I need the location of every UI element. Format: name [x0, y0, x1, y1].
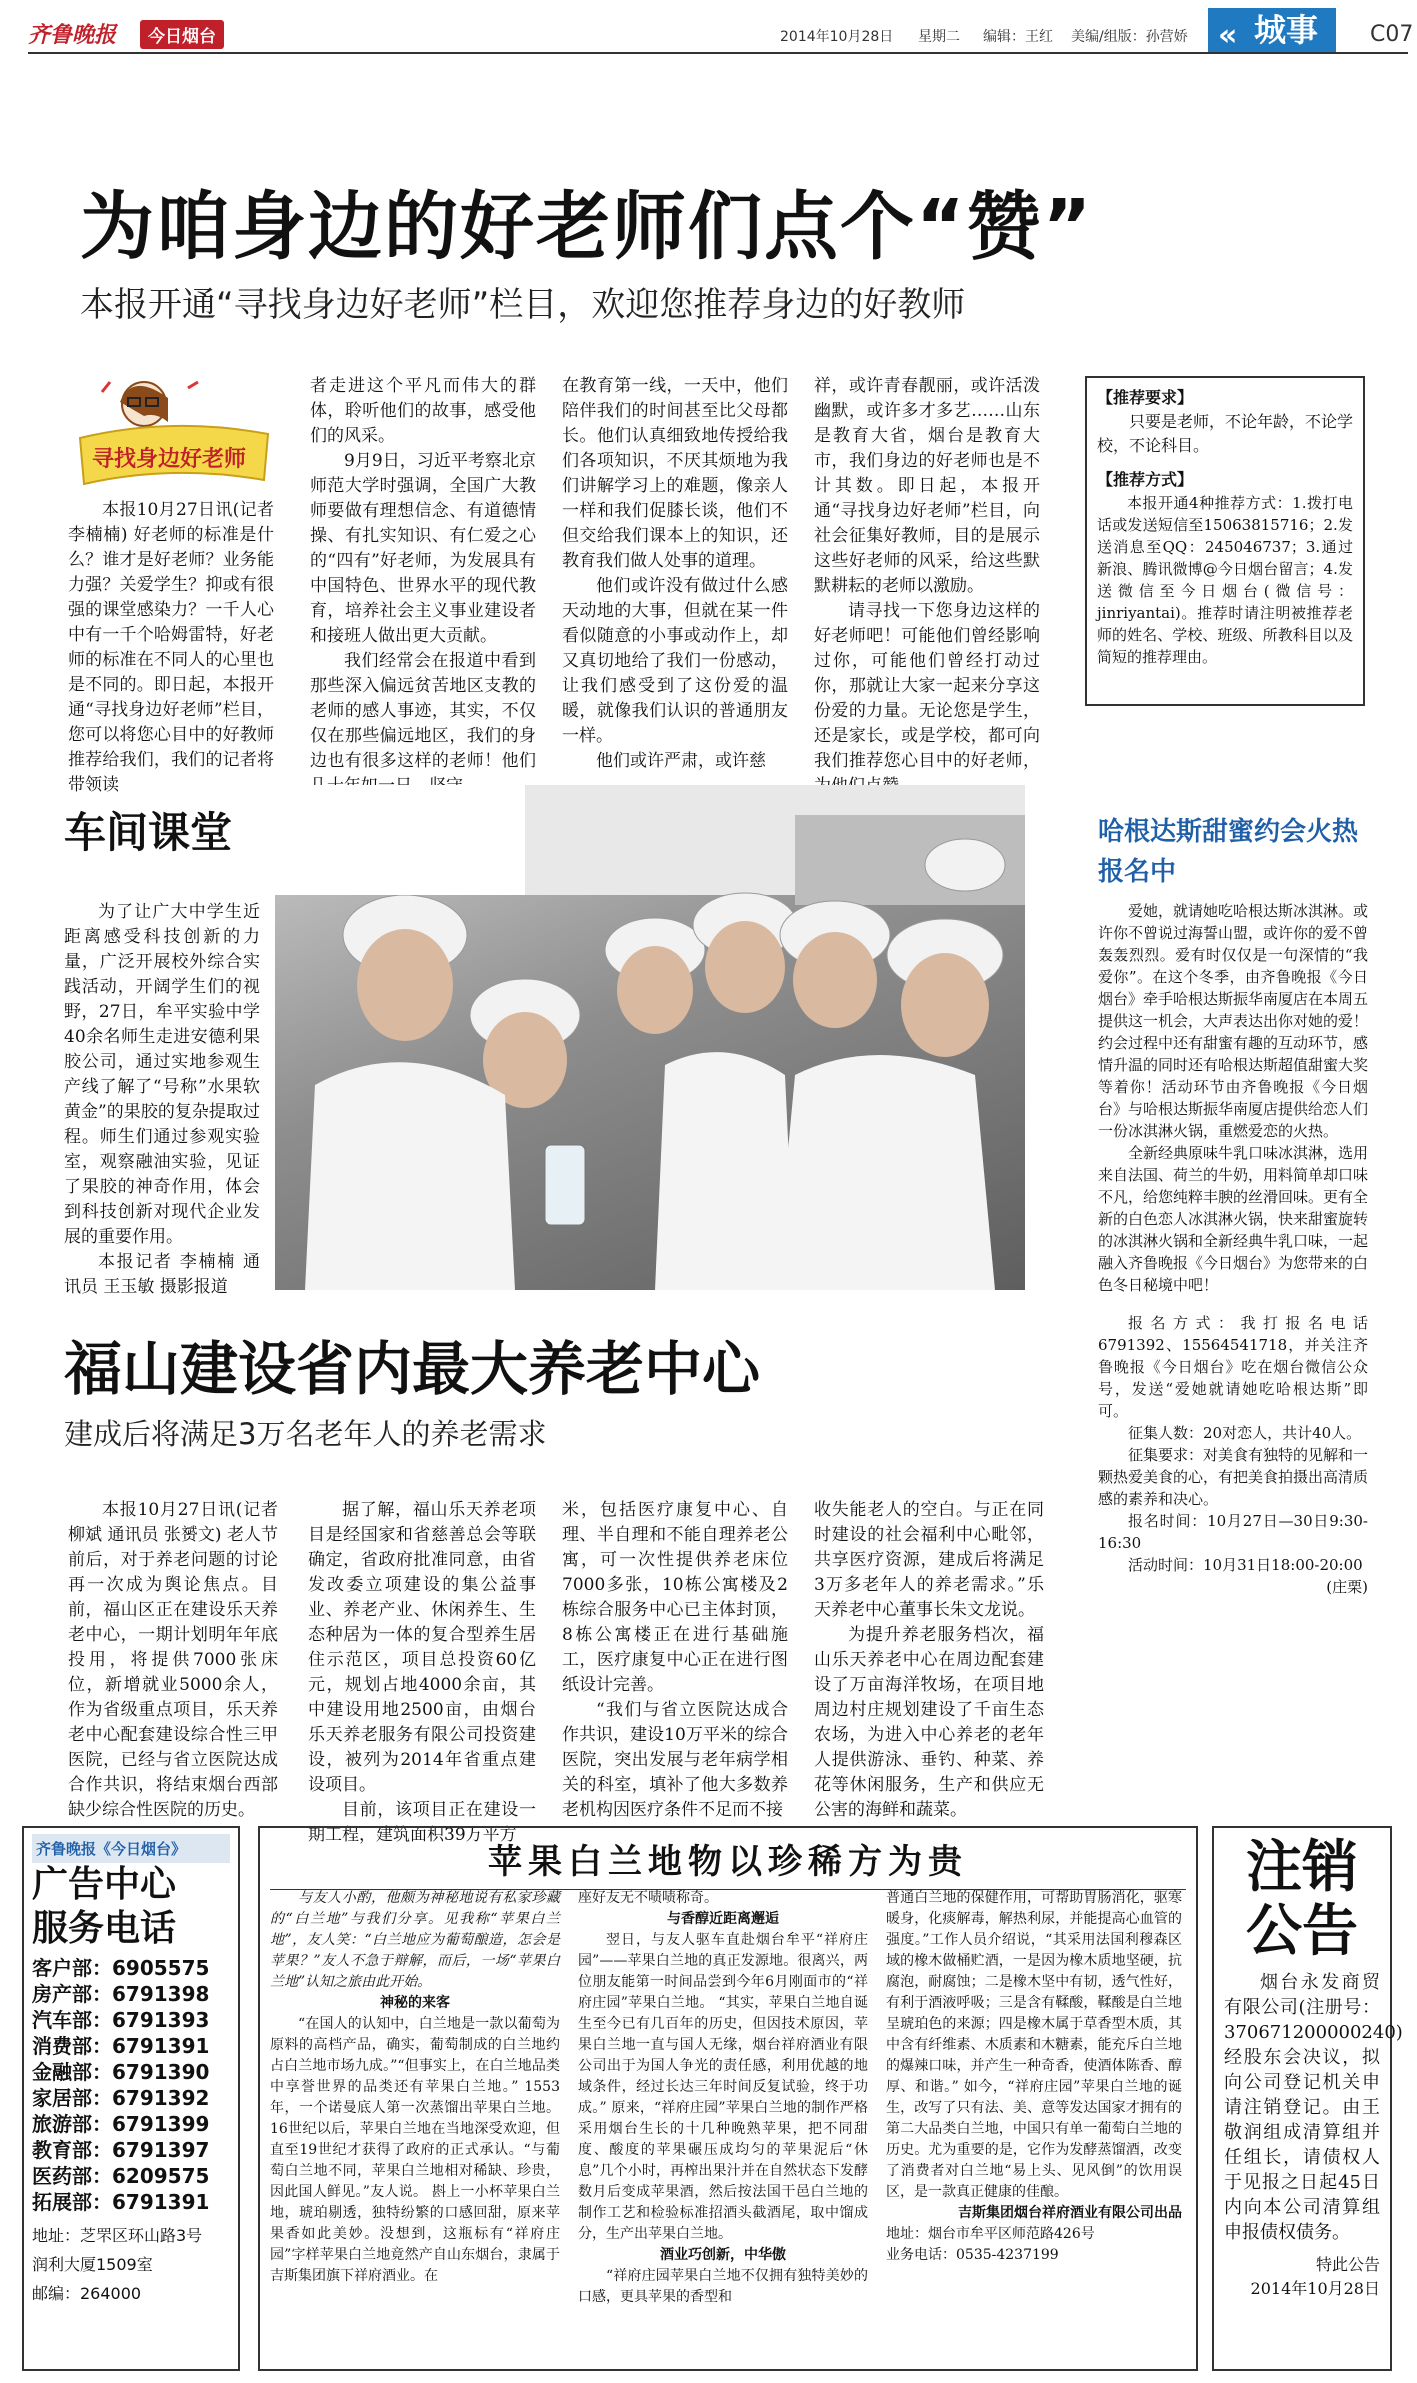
brandy-subhead: 酒业巧创新，中华傲: [660, 2247, 786, 2263]
brandy-ad: [258, 1826, 1198, 2371]
ad-separator: ：: [92, 2112, 112, 2136]
issue-date: 2014年10月28日: [780, 29, 894, 45]
ad-dept: 教育部: [32, 2138, 92, 2162]
paragraph: 报名时间：10月27日—30日9:30-16:30: [1098, 1512, 1368, 1552]
ad-separator: ：: [92, 1982, 112, 2006]
recommend-requirement: 只要是老师，不论年龄，不论学校，不论科目。: [1097, 412, 1354, 455]
section-tag: 今日烟台: [140, 20, 224, 49]
fushan-col-2: [308, 1498, 536, 1848]
paragraph: 为提升养老服务档次，福山乐天养老中心在周边配套建设了万亩海洋牧场，在项目地周边村庄规划建设了千亩生态农场，为进入中心养老的老年人提供游泳、垂钓、种菜、养花等休闲服务，生产和供应无公害的海鲜和蔬菜。: [814, 1625, 1044, 1820]
paragraph: 本报10月27日讯(记者 柳斌 通讯员 张赟文) 老人节前后，对于养老问题的讨论再一次成为舆论焦点。目前，福山区正在建设乐天养老中心，一期计划明年年底投用，将提供7000张床位，新增就业5000余人，作为省级重点项目，乐天养老中心配套建设综合性三甲医院，已经与省立医院达成合作共识，将结束烟台西部缺少综合性医院的历史。: [68, 1500, 278, 1820]
chevron-left-icon: «: [1218, 18, 1238, 53]
paragraph: 者走进这个平凡而伟大的群体，聆听他们的故事，感受他们的风采。: [310, 376, 536, 446]
paragraph: 据了解，福山乐天养老项目是经国家和省慈善总会等联确定，省政府批准同意，由省发改委立项建设的集公益事业、养老产业、休闲养生、生态种居为一体的复合型养生居住示范区，项目总投资60亿元，规划占地4000余亩，其中建设用地2500亩，由烟台乐天养老服务有限公司投资建设，被列为2014年省重点建设项目。: [308, 1500, 536, 1795]
paragraph: 我们经常会在报道中看到那些深入偏远贫苦地区支教的老师的感人事迹，其实，不仅仅在那些偏远地区，我们的身边也有很多这样的老师！他们: [310, 651, 536, 771]
ad-separator: ：: [92, 2086, 112, 2110]
paragraph: 他们或许没有做过什么感天动地的大事，但就在某一件看似随意的小事或动作上，却又真切地给了我们一份感动，让我们感受到了这份爱的温暖，就像我们认识的普通朋友一样。: [562, 576, 788, 746]
notice-body: 烟台永发商贸有限公司(注册号：370671200000240)经股东会决议，拟向公司登记机关申请注销登记。由王敬润组成清算组并任组长，请债权人于见报之日起45日内向本公司清算组申报债权债务。: [1224, 1972, 1403, 2243]
section-name: 城事: [1254, 11, 1319, 49]
ad-phone-row: [32, 2085, 230, 2111]
ad-phone-row: [32, 2033, 230, 2059]
paragraph: 请寻找一下您身边这样的好老师吧！可能他们曾经影响过你，可能他们曾经打动过你，那就让大家一起来分享这份爱的力量。无论您是学生，还是家长，或是学校，都可向我们推荐您心目中的好老师，: [814, 601, 1040, 771]
haagen-body: [1098, 900, 1368, 1598]
fushan-col-3: [562, 1498, 788, 1823]
ad-address-2: 润利大厦1509室: [32, 2255, 153, 2274]
ad-dept: 消费部: [32, 2034, 92, 2058]
ad-title-2: 服务电话: [32, 1908, 177, 1949]
recommend-method: 本报开通4种推荐方式：1.拨打电话或发送短信至15063815716；2.发送消息至QQ：245046737；3.通过新浪、腾讯微博@今日烟台留言；4.发送微信至今日烟台(微信号：jinriyantai)。推荐时请注明被推荐老师的姓名、学校、班级、所教科目以及简短的推荐理由。: [1097, 494, 1353, 666]
column-badge: [72, 372, 272, 490]
ad-phone-row: [32, 2059, 230, 2085]
ad-dept: 客户部: [32, 1956, 92, 1980]
ad-phone: 6791390: [112, 2060, 210, 2084]
brandy-col-3: [886, 1888, 1182, 2266]
lead-headline: 为咱身边的好老师们点个“赞”: [80, 184, 1094, 270]
paragraph: 9月9日，习近平考察北京师范大学时强调，全国广大教师要做有理想信念、有道德情操、有扎实知识、有仁爱之心的“四有”好老师，为发展具有中国特色、世界水平的现代教育，培养社会主义事业建设者和接班人做出更大贡献。: [310, 451, 536, 646]
ad-dept: 旅游部: [32, 2112, 92, 2136]
ad-separator: ：: [92, 2008, 112, 2032]
paragraph: 普通白兰地的保健作用，可帮助胃肠消化，驱寒暖身，化痰解毒，解热利尿，并能提高心血管的强度。”工作人员介绍说，“其采用法国利穆森区域的橡木做桶贮酒，一是因为橡木质地坚硬，抗腐泡，耐腐蚀；二是橡木坚中有韧，透气性好，有利于酒液呼吸；三是含有鞣酸，鞣酸是白兰地呈琥珀色的来源；四是橡木属于草香型木质，其中含有纤维素、木质素和木糖素，能充斥白兰地的爆辣口味，并产生一种奇香，使酒体陈香、醇厚、和谐。” 如今，“祥府庄园”苹果白兰地的诞生，改写了只有法、美、意等发达国家才拥有的第二大品类白兰地，中国只有单一葡萄白兰地的历史。尤为重要的是，它作为发酵蒸馏酒，改变了消费者对白兰地“易上头、见风倒”的饮用误区，是一款真正健康的佳酿。: [886, 1890, 1182, 2200]
ad-separator: ：: [92, 2164, 112, 2188]
photo-credit: 本报记者 李楠楠 通讯员 王玉敏 摄影报道: [64, 1252, 260, 1297]
ad-phone: 6905575: [112, 1956, 210, 1980]
recommend-method-title: 【推荐方式】: [1097, 470, 1194, 489]
lead-col-3: [562, 374, 788, 774]
page-number: C07: [1370, 22, 1414, 47]
brandy-headline: 苹果白兰地物以珍稀方为贵: [270, 1834, 1186, 1890]
fushan-col-4: [814, 1498, 1044, 1823]
ad-phone: 6791399: [112, 2112, 210, 2136]
recommend-requirement-title: 【推荐要求】: [1097, 388, 1194, 407]
paragraph: 他们或许严肃，或许慈: [596, 751, 766, 771]
brandy-subhead: 与香醇近距离邂逅: [667, 1911, 779, 1927]
paragraph: 征集要求：对美食有独特的见解和一颗热爱美食的心，有把美食拍摄出高清质感的素养和决心。: [1098, 1446, 1369, 1508]
ad-phone: 6791397: [112, 2138, 210, 2162]
weekday: 星期二: [918, 29, 960, 45]
workshop-photo: [275, 785, 1025, 1290]
paragraph: “我们与省立医院达成合作共识，建设10万平米的综合医院，突出发展与老年病学相关的科室，填补了他大多数养老机构因医疗条件不足而不接: [562, 1700, 788, 1820]
ad-dept: 金融部: [32, 2060, 92, 2084]
lead-col-2: [310, 374, 536, 799]
ad-phone: 6791391: [112, 2034, 210, 2058]
notice-title-2: 公告: [1246, 1899, 1358, 1964]
ad-separator: ：: [92, 1956, 112, 1980]
ad-dept: 房产部: [32, 1982, 92, 2006]
ad-separator: ：: [92, 2034, 112, 2058]
paper-logo: 齐鲁晚报: [28, 22, 117, 48]
ad-phone-row: [32, 1981, 230, 2007]
paragraph: 在教育第一线，一天中，他们陪伴我们的时间甚至比父母都长。他们认真细致地传授给我们各项知识，不厌其烦地为我们讲解学习上的难题，像亲人一样和我们促膝长谈，他们不但交给我们课本上的知识，还教育我们做人处事的道理。: [562, 376, 788, 571]
fushan-subhead: 建成后将满足3万名老年人的养老需求: [64, 1417, 547, 1451]
cancellation-notice: [1212, 1826, 1403, 2371]
ad-dept: 拓展部: [32, 2190, 92, 2214]
fushan-headline: 福山建设省内最大养老中心: [64, 1335, 761, 1403]
paragraph: 与友人小酌，他颇为神秘地说有私家珍藏的“白兰地”与我们分享。见我称“苹果白兰地”，友人笑：“白兰地应为葡萄酿造，怎会是苹果？”友人不急于辩解，而后，一场“苹果白兰地”认知之旅由此开始。: [270, 1890, 560, 1990]
ad-dept: 医药部: [32, 2164, 92, 2188]
fushan-col-1: [68, 1498, 278, 1823]
paragraph: 座好友无不啧啧称奇。: [578, 1890, 718, 1906]
ad-phone: 6791392: [112, 2086, 210, 2110]
paragraph: 米，包括医疗康复中心、自理、半自理和不能自理养老公寓，可一次性提供养老床位7000多张，10栋公寓楼及2栋综合服务中心已主体封顶，8栋公寓楼正在进行基础施工，医疗康复中心正在进行图纸设计完善。: [562, 1500, 788, 1695]
paragraph: 翌日，与友人驱车直赴烟台牟平“祥府庄园”——苹果白兰地的真正发源地。很离兴，两位朋友能第一时间品尝到今年6月刚面市的“祥府庄园”苹果白兰地。 “其实，苹果白兰地自诞生至今已有几百年的历史，但因技术原因，苹果白兰地一直与国人无缘，烟台祥府酒业有限公司出于为国人争光的责任感，利用优越的地域条件，经过长达三年时间反复试验，终于功成。” 原来，“祥府庄园”苹果白兰地的制作严格采用烟台生长的十几种晚熟苹果，把不同甜度、酸度的苹果碾压成均匀的苹果泥后“休息”几个小时，再榨出果汁并在自然状态下发酵数月后变成苹果酒，然后按法国干邑白兰地的制作工艺和检验标准招酒头截酒尾，取中馏成分，生产出苹果白兰地。: [578, 1932, 868, 2242]
notice-date: 2014年10月28日: [1250, 2279, 1380, 2298]
ad-phone: 6791391: [112, 2190, 210, 2214]
ad-phone-row: [32, 2137, 230, 2163]
ad-phone-row: [32, 2007, 230, 2033]
brandy-phone: 业务电话：0535-4237199: [886, 2247, 1059, 2263]
masthead: [28, 11, 1414, 54]
ad-address-1: 地址：芝罘区环山路3号: [32, 2226, 203, 2245]
paragraph: 祥，或许青春靓丽，或许活泼幽默，或许多才多艺……山东是教育大省，烟台是教育大市，我们身边的好老师也是不计其数。即日起，本报开通“寻找身边好老师”栏目，向社会征集好教师，目的是展示这些好老师的风采，给这些默默耕耘的老师以激励。: [814, 376, 1040, 596]
ad-phone-row: [32, 1955, 230, 1981]
lead-col-4: [814, 374, 1040, 799]
paragraph: 全新经典原味牛乳口味冰淇淋，选用来自法国、荷兰的牛奶，用料简单却口味不凡，给您纯粹丰腴的丝滑回味。更有全新的白色恋人冰淇淋火锅，快来甜蜜旋转的冰淇淋火锅和全新经典牛乳口味，一起融入齐鲁晚报《今日烟台》为您带来的白色冬日秘境中吧！: [1098, 1144, 1369, 1294]
recommend-box: [1085, 376, 1365, 706]
ad-phone-row: [32, 2189, 230, 2215]
paragraph: 报名方式：我打报名电话6791392、15564541718，并关注齐鲁晚报《今日烟台》吃在烟台微信公众号，发送“爱她就请她吃哈根达斯”即可。: [1098, 1314, 1368, 1420]
ad-dept: 汽车部: [32, 2008, 92, 2032]
notice-title-1: 注销: [1246, 1835, 1358, 1900]
ad-separator: ：: [92, 2138, 112, 2162]
paragraph: 目前，该项目正在建设一期工程，建筑面积39万平方: [308, 1800, 536, 1845]
ad-separator: ：: [92, 2190, 112, 2214]
ad-zip: 邮编：264000: [32, 2284, 142, 2303]
ad-service-box: [22, 1826, 240, 2371]
haagen-headline: 哈根达斯甜蜜约会火热报名中: [1098, 817, 1359, 887]
ad-separator: ：: [92, 2060, 112, 2084]
paragraph: 本报10月27日讯(记者 李楠楠) 好老师的标准是什么？谁才是好老师？业务能力强？关爱学生？抑或有很强的课堂感染力？一千人心中有一千个哈姆雷特，好老师的标准在不同人的心里也是不同的。即日起，本报开通“寻找身边好老师”栏目，您可以将您心目中的好教师推荐给我们，我们的记者将带领读: [68, 500, 274, 795]
notice-sign: 特此公告: [1315, 2255, 1380, 2274]
lead-subhead: 本报开通“寻找身边好老师”栏目，欢迎您推荐身边的好教师: [80, 285, 966, 325]
section-banner: [1208, 8, 1336, 52]
paragraph: 活动时间：10月31日18:00-20:00: [1128, 1556, 1363, 1574]
paragraph: “在国人的认知中，白兰地是一款以葡萄为原料的高档产品，确实，葡萄制成的白兰地约占白兰地市场九成。”“但事实上，在白兰地品类中享誉世界的品类还有苹果白兰地。” 1553年，一个诺曼底人第一次蒸馏出苹果白兰地。16世纪以后，苹果白兰地在当地深受欢迎，但直至19世纪才获得了政府的正式承认。“与葡萄白兰地不同，苹果白兰地相对稀缺、珍贵，因此国人鲜见。”友人说。 斟上一小杯苹果白兰地，琥珀剔透，独特纷繁的口感回甜，原来苹果香如此美妙。没想到，这瓶标有“祥府庄园”字样苹果白兰地竟然产自山东烟台，隶属于吉斯集团旗下祥府酒业。在: [270, 2016, 560, 2284]
brandy-address: 地址：烟台市牟平区师范路426号: [886, 2226, 1095, 2242]
column-badge-label: 寻找身边好老师: [92, 447, 247, 472]
paragraph: 爱她，就请她吃哈根达斯冰淇淋。或许你不曾说过海誓山盟，或许你的爱不曾轰轰烈烈。爱有时仅仅是一句深情的“我爱你”。在这个冬季，由齐鲁晚报《今日烟台》牵手哈根达斯振华南厦店在本周五提供这一机会，大声表达出你对她的爱！约会过程中还有甜蜜有趣的互动环节，感情升温的同时还有哈根达斯超值甜蜜大奖等着你！活动环节由齐鲁晚报《今日烟台》与哈根达斯振华南厦店提供给恋人们一份冰淇淋火锅，重燃爱恋的火热。: [1098, 902, 1369, 1140]
brandy-subhead: 神秘的来客: [380, 1995, 450, 2011]
byline: (庄栗): [1326, 1578, 1368, 1596]
paragraph: 为了让广大中学生近距离感受科技创新的力量，广泛开展校外综合实践活动，开阔学生们的视野，27日，牟平实验中学40余名师生走进安德利果胶公司，通过实地参观生产线了解了“号称”水果软黄金”的果胶的复杂提取过程。师生们通过参观实验室，观察融油实验，见证了果胶的神奇作用，体会到科技创新对现代企业发展的重要作用。: [64, 902, 260, 1247]
workshop-caption: [64, 900, 260, 1300]
ad-title-1: 广告中心: [32, 1864, 177, 1905]
brandy-col-2: [578, 1888, 868, 2308]
paragraph: “祥府庄园苹果白兰地不仅拥有独特美妙的口感，更具苹果的香型和: [578, 2268, 868, 2305]
paragraph: 征集人数：20对恋人，共计40人。: [1128, 1424, 1362, 1442]
ad-phone-list: [32, 1955, 230, 2215]
brandy-col-1: [270, 1888, 560, 2287]
lead-col-1: [68, 498, 274, 798]
workshop-title: 车间课堂: [64, 808, 233, 857]
ad-phone-row: [32, 2163, 230, 2189]
ad-phone: 6791393: [112, 2008, 210, 2032]
designer: 美编/组版：孙营娇: [1071, 29, 1188, 45]
ad-paper-name: 齐鲁晚报《今日烟台》: [32, 1834, 230, 1863]
editor: 编辑：王红: [983, 29, 1053, 45]
paragraph: 收失能老人的空白。与正在同时建设的社会福利中心毗邻，共享医疗资源，建成后将满足3万多老年人的养老需求。”乐天养老中心董事长朱文龙说。: [814, 1500, 1044, 1620]
ad-phone: 6791398: [112, 1982, 210, 2006]
ad-phone-row: [32, 2111, 230, 2137]
brandy-company: 吉斯集团烟台祥府酒业有限公司出品: [958, 2205, 1182, 2221]
ad-phone: 6209575: [112, 2164, 210, 2188]
ad-dept: 家居部: [32, 2086, 92, 2110]
